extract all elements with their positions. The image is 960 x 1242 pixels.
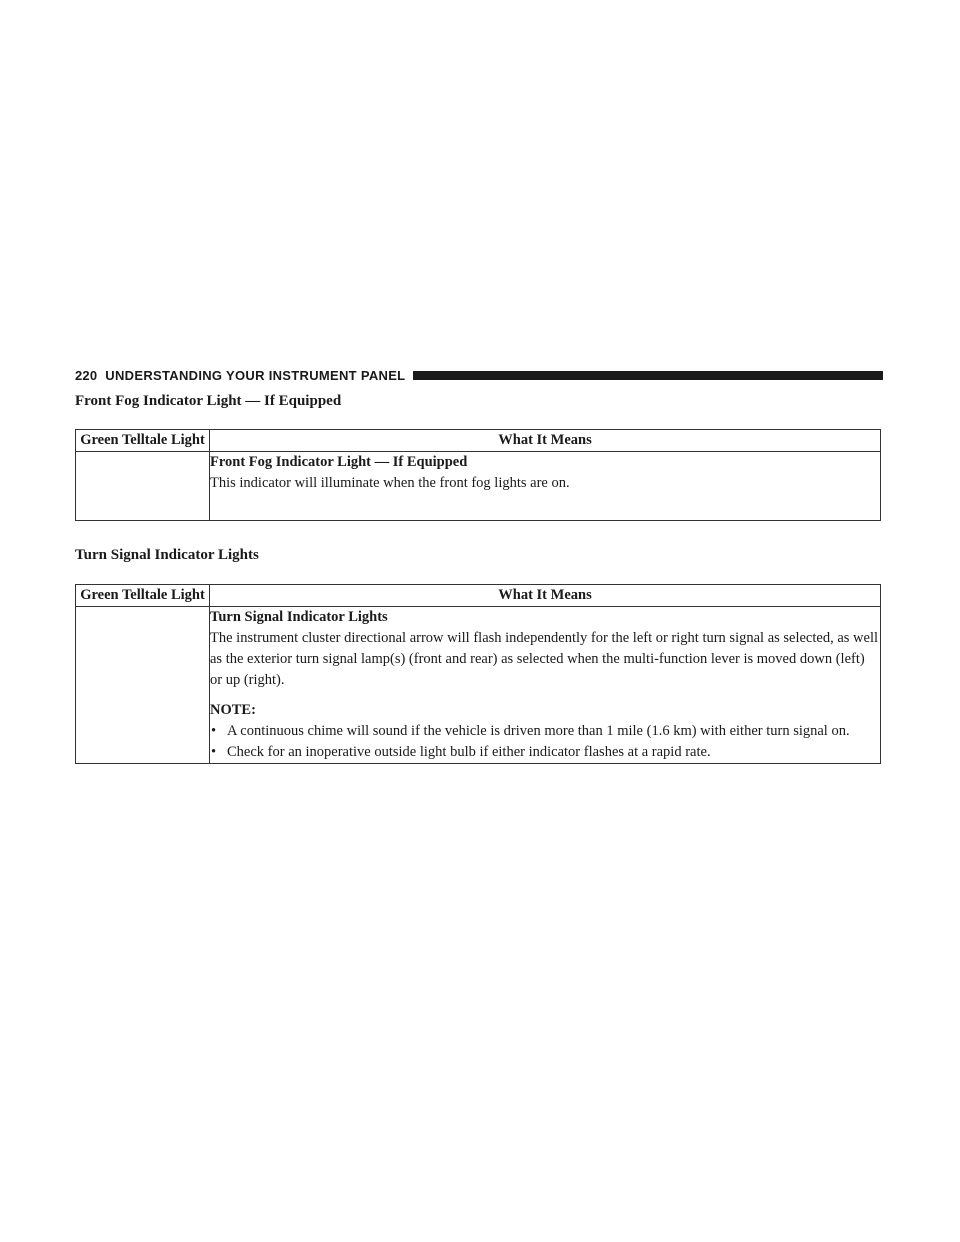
row-text: This indicator will illuminate when the front fog lights are on.	[210, 475, 570, 491]
section-heading-turn-signal: Turn Signal Indicator Lights	[75, 547, 259, 563]
list-item: • A continuous chime will sound if the vehicle is driven more than 1 mile (1.6 km) with either turn signal on.	[210, 721, 880, 742]
section-heading-front-fog: Front Fog Indicator Light — If Equipped	[75, 393, 342, 409]
header-green-telltale-light: Green Telltale Light	[76, 585, 210, 607]
row-text: The instrument cluster directional arrow will flash independently for the left or right turn signal as selected, as well as the exterior turn signal lamp(s) (front and rear) as selected when the multi-function lever is moved down (left) or up (right).	[210, 630, 879, 688]
telltale-icon-cell	[76, 607, 210, 764]
turn-signal-table	[75, 584, 881, 764]
header-what-it-means: What It Means	[210, 585, 881, 607]
row-title: Turn Signal Indicator Lights	[210, 609, 388, 625]
list-item: • Check for an inoperative outside light bulb if either indicator flashes at a rapid rate.	[210, 742, 880, 763]
page-number: 220	[75, 367, 98, 383]
meaning-cell	[210, 452, 881, 521]
notes-list	[210, 721, 880, 763]
front-fog-table	[75, 429, 881, 521]
row-title: Front Fog Indicator Light — If Equipped	[210, 454, 468, 470]
header-what-it-means: What It Means	[210, 430, 881, 452]
page-header	[75, 365, 883, 385]
header-green-telltale-light: Green Telltale Light	[76, 430, 210, 452]
header-rule	[413, 371, 883, 380]
table-header-row	[76, 430, 881, 452]
telltale-icon-cell	[76, 452, 210, 521]
table-header-row	[76, 585, 881, 607]
table-row	[76, 607, 881, 764]
meaning-cell	[210, 607, 881, 764]
running-head: UNDERSTANDING YOUR INSTRUMENT PANEL	[105, 367, 406, 383]
note-label: NOTE:	[210, 702, 256, 718]
table-row	[76, 452, 881, 521]
